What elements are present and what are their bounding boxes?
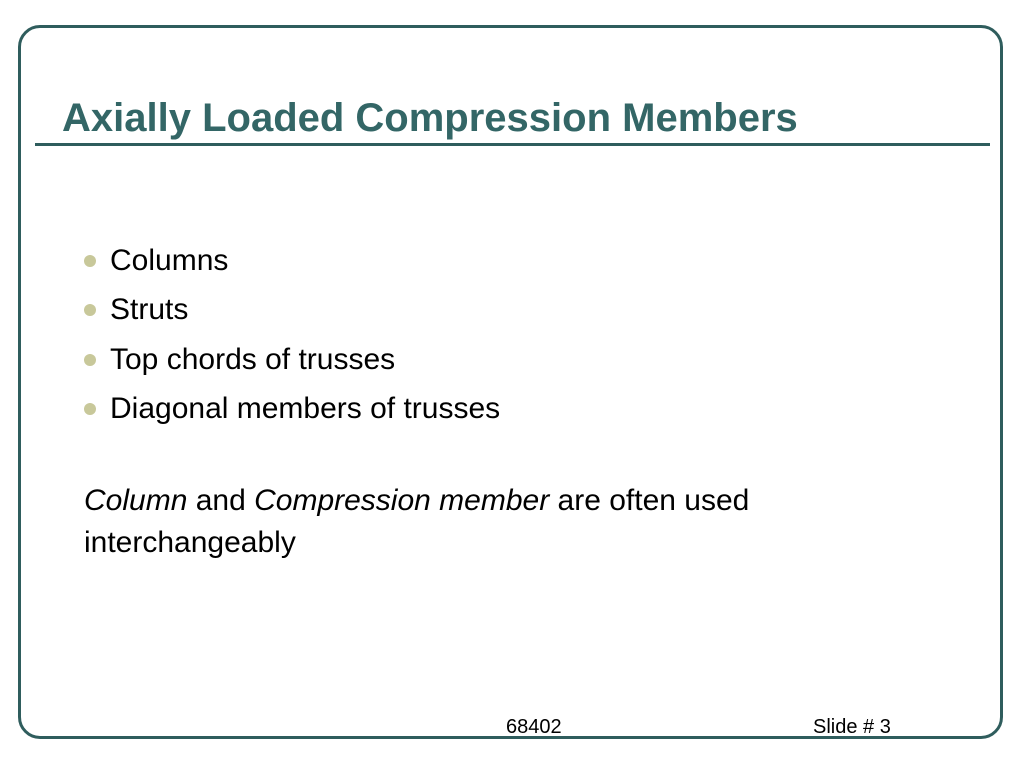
note-rest: are often used interchangeably <box>84 484 750 559</box>
title-underline <box>35 143 990 146</box>
note-term-column: Column <box>84 484 188 517</box>
note-paragraph <box>84 480 884 564</box>
slide-title: Axially Loaded Compression Members <box>62 96 798 140</box>
bullet-dot-icon <box>84 354 96 366</box>
bullet-text: Columns <box>110 243 229 277</box>
bullet-text: Top chords of trusses <box>110 342 396 376</box>
bullet-dot-icon <box>84 304 96 316</box>
bullet-item <box>84 286 500 336</box>
bullet-dot-icon <box>84 403 96 415</box>
bullet-item <box>84 385 500 435</box>
footer-course-code: 68402 <box>506 716 562 738</box>
note-conjunction: and <box>187 484 255 517</box>
bullet-dot-icon <box>84 255 96 267</box>
bullet-item <box>84 236 500 286</box>
bullet-text: Struts <box>110 293 189 327</box>
bullet-list <box>84 236 500 434</box>
note-term-compression-member: Compression member <box>254 484 550 517</box>
bullet-item <box>84 335 500 385</box>
bullet-text: Diagonal members of trusses <box>110 392 501 426</box>
footer-slide-number: Slide # 3 <box>813 716 891 738</box>
